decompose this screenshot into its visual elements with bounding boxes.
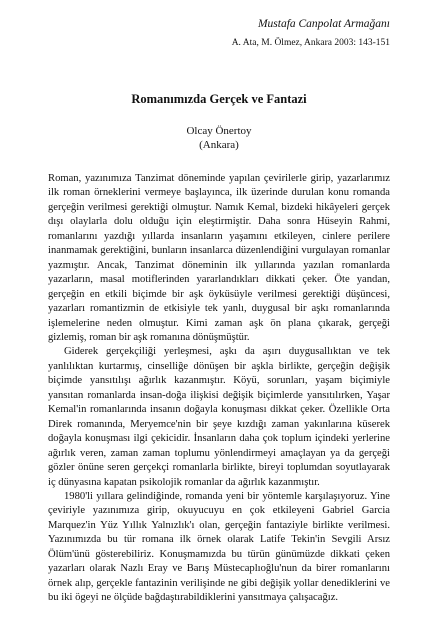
- running-head-citation: A. Ata, M. Ölmez, Ankara 2003: 143-151: [231, 38, 390, 48]
- paragraph-3: 1980'li yıllara gelindiğinde, romanda yeni bir yöntemle karşılaşıyoruz. Yine çeviriyle yazınımıza girip, okuyucuyu en çok etkileyeni Gabriel Garcia Marquez'in Yüz Yıllık Yalnızlık'ı olan, gerçeğin fantaziyle birlikte verilmesi. Yazınımızda bu tür romana ilk örnek olarak Latife Tekin'in Sevgili Arsız Ölüm'ünü gösterebiliriz. Konuşmamızda bu türün günümüzde dikkati çeken yazarları olarak Nazlı Eray ve Barış Müstecaplıoğlu'nun da birer romanlarını örnek alıp, gerçekle fantazinin verilişinde ne gibi değişik yollar denediklerini ve bu iki ögeyi ne ölçüde bağdaştırabildiklerini yansıtmaya çalışacağız.: [48, 490, 390, 604]
- paragraph-2: Giderek gerçekçiliği yerleşmesi, aşkı da aşırı duygusallıktan ve tek yanlılıktan kurtarmış, cinselliğe dönüşen bir aşkla birlikte, gerçeğin değişik biçimde yansıtılışı ağırlık kazanmıştır. Köyü, sorunları, yaşam biçimiyle yansıtan romanlarda insan-doğa ilişkisi değişik biçimlerde yansıtılırken, Yaşar Kemal'in romanlarında insanın doğayla konuşması dikkat çeker. Özellikle Orta Direk romanında, Meryemce'nin bir şeye kızdığı zaman yakınlarına küserek doğayla konuşması ilgi çekicidir. İnsanların daha çok toplum içindeki yerlerine ağırlık veren, zaman zaman toplumu yönlendirmeyi amaçlayan ya da gerçeği gözler önüne seren gerçekçi romanlarla birlikte, bireyi toplumdan soyutlayarak iç dünyasına kapatan psikolojik romanlar da ağırlık kazanmıştır.: [48, 346, 390, 488]
- author-name: Olcay Önertoy: [186, 125, 252, 137]
- author-affiliation: (Ankara): [199, 139, 239, 151]
- article-title: Romanımızda Gerçek ve Fantazi: [131, 92, 307, 106]
- running-head-title: Mustafa Canpolat Armağanı: [257, 18, 390, 30]
- article-body: [48, 172, 390, 606]
- paragraph-1: Roman, yazınımıza Tanzimat döneminde yapılan çevirilerle girip, yazarlarımız ilk roman örneklerini vermeye başlayınca, ilk üzerinde durulan konu romanda gerçeğin verilmesi gerektiği olmuştur. Namık Kemal, bizdeki hikâyeleri gerçek dışı olaylarla dolu olduğu için eleştirmiştir. Daha sonra Hüseyin Rahmi, romanlarını yazdığı yıllarda insanların yaşamını etkileyen, cinlere perilere inanmamak gerektiğini, bunların insanlarca düzenlendiğini vurgulayan romanlar yazmıştır. Ancak, Tanzimat döneminin ilk yıllarında yazılan romanlarda yazarların, masal motiflerinden yararlandıkları dikkati çeker. Öte yandan, gerçeğin en etkili biçimde bir aşk öyküsüyle verilmesi gerektiği düşüncesi, yazarları romantizmin de etkisiyle tek yanlı, duygusal bir aşkı romanlarında işlemelerine neden olmuştur. Kimi zaman aşk ön plana çıkarak, gerçeği gizlemiş, roman bir aşk romanına dönüşmüştür.: [48, 173, 390, 343]
